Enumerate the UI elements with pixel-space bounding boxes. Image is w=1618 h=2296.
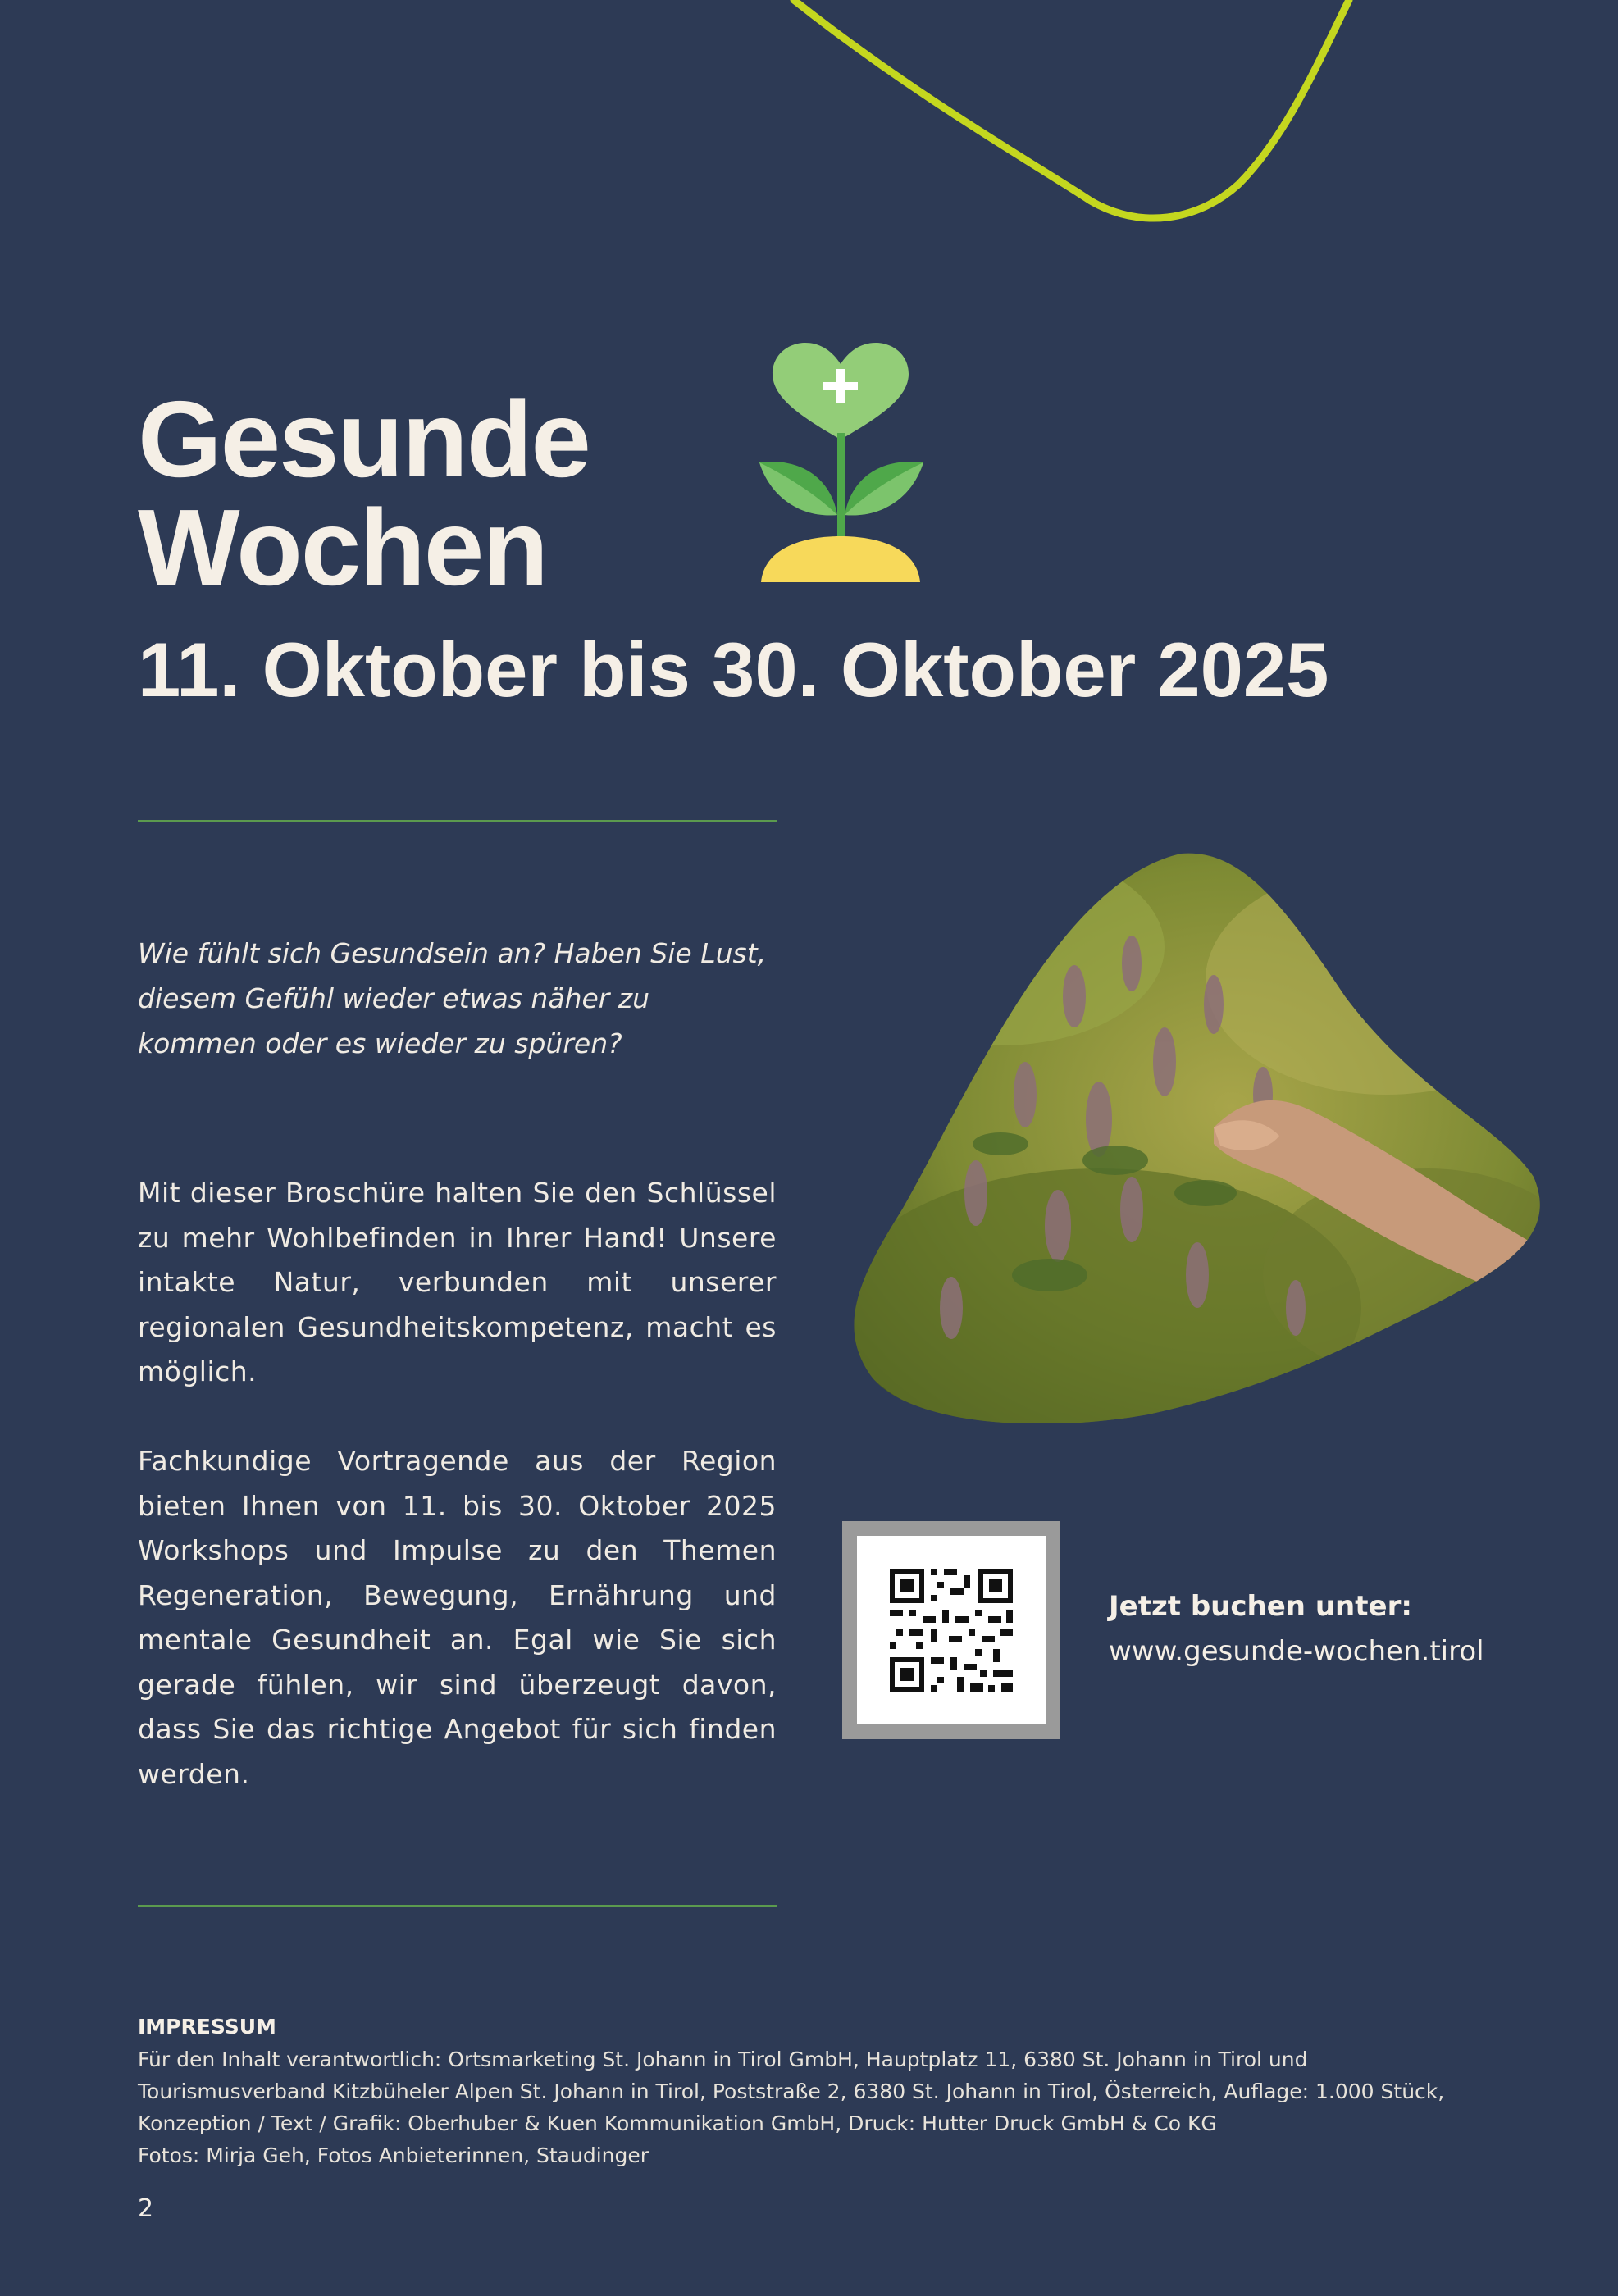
heart-plant-icon: [754, 343, 927, 589]
impressum-heading: IMPRESSUM: [138, 2015, 276, 2039]
page-number: 2: [138, 2194, 154, 2223]
event-dates: 11. Oktober bis 30. Oktober 2025: [138, 626, 1329, 713]
divider-bottom: [138, 1905, 777, 1907]
impressum: [138, 2011, 1532, 2171]
qr-code-icon: [857, 1536, 1046, 1724]
decorative-accent-curve: [0, 0, 1618, 246]
booking-label: Jetzt buchen unter:: [1109, 1590, 1412, 1623]
impressum-line: Konzeption / Text / Grafik: Oberhuber & Kuen Kommunikation GmbH, Druck: Hutter Druck GmbH & Co KG: [138, 2112, 1217, 2135]
paragraph-1: Mit dieser Broschüre halten Sie den Schlüssel zu mehr Wohlbefinden in Ihrer Hand! Unsere intakte Natur, verbunden mit unserer regionalen Gesundheitskompetenz, macht es möglich.: [138, 1177, 777, 1387]
impressum-line: Tourismusverband Kitzbüheler Alpen St. Johann in Tirol, Poststraße 2, 6380 St. Johann in Tirol, Österreich, Auflage: 1.000 Stück,: [138, 2080, 1445, 2103]
intro-text: Wie fühlt sich Gesundsein an? Haben Sie Lust, diesem Gefühl wieder etwas näher zu kommen oder es wieder zu spüren?: [138, 937, 767, 1059]
impressum-line: Fotos: Mirja Geh, Fotos Anbieterinnen, Staudinger: [138, 2143, 649, 2167]
title-line-2: Wochen: [138, 487, 547, 608]
booking-url-link[interactable]: www.gesunde-wochen.tirol: [1109, 1635, 1484, 1668]
title-line-1: Gesunde: [138, 379, 590, 499]
paragraph-2: Fachkundige Vortragende aus der Region bieten Ihnen von 11. bis 30. Oktober 2025 Workshops und Impulse zu den Themen Regeneration, Bewegung, Ernährung und mentale Gesundheit an. Egal wie Sie sich gerade fühlen, wir sind überzeugt davon, dass Sie das richtige Angebot für sich finden werden.: [138, 1445, 777, 1790]
divider-top: [138, 820, 777, 822]
impressum-line: Für den Inhalt verantwortlich: Ortsmarketing St. Johann in Tirol GmbH, Hauptplatz 11, 6380 St. Johann in Tirol und: [138, 2048, 1308, 2071]
qr-code[interactable]: [842, 1521, 1060, 1739]
herb-field-photo: [853, 849, 1542, 1423]
page-title: [138, 379, 590, 608]
